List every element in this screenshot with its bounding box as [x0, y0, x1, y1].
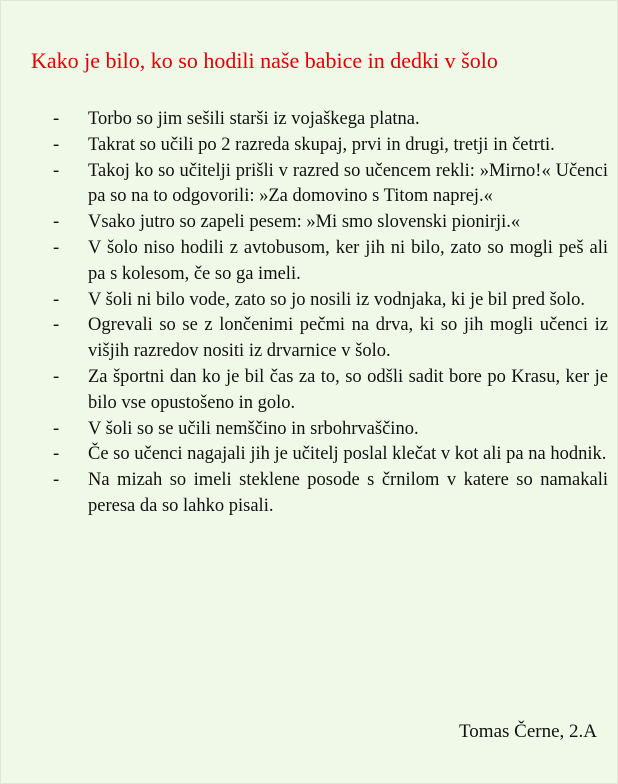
list-item-text: V šolo niso hodili z avtobusom, ker jih ni bilo, zato so mogli peš ali pa s kolesom, če so ga imeli. — [88, 237, 608, 284]
bullet-dash: - — [53, 237, 60, 258]
list-item — [1, 365, 608, 417]
bullet-dash: - — [53, 418, 60, 439]
list-item-text: Takrat so učili po 2 razreda skupaj, prvi in drugi, tretji in četrti. — [88, 134, 555, 155]
bullet-dash: - — [53, 470, 60, 491]
author-signature: Tomas Černe, 2.A — [459, 721, 597, 742]
list-item-text: Torbo so jim sešili starši iz vojaškega platna. — [88, 109, 420, 129]
list-item-text: Ogrevali so se z lončenimi pečmi na drva, ki so jih mogli učenci iz višjih razredov nositi iz drvarnice v šolo. — [88, 315, 608, 362]
bullet-dash: - — [53, 444, 60, 465]
bullet-dash: - — [53, 315, 60, 336]
bullet-dash: - — [53, 160, 60, 181]
bullet-list — [1, 107, 618, 520]
list-item-text: Na mizah so imeli steklene posode s črnilom v katere so namakali peresa da so lahko pisali. — [88, 470, 608, 516]
list-item-text: Takoj ko so učitelji prišli v razred so učencem rekli: »Mirno!« Učenci pa so na to odgovorili: »Za domovino s Titom naprej.« — [88, 160, 608, 207]
list-item — [1, 313, 608, 365]
bullet-dash: - — [53, 366, 60, 387]
document-title: Kako je bilo, ko so hodili naše babice in dedki v šolo — [31, 48, 498, 73]
list-item — [1, 159, 608, 211]
bullet-dash: - — [53, 134, 60, 155]
list-item — [1, 417, 608, 443]
list-item-text: Za športni dan ko je bil čas za to, so odšli sadit bore po Krasu, ker je bilo vse opustošeno in golo. — [88, 366, 608, 413]
list-item — [1, 442, 608, 468]
list-item-text: Če so učenci nagajali jih je učitelj poslal klečat v kot ali pa na hodnik. — [88, 444, 607, 465]
list-item — [1, 288, 608, 314]
bullet-dash: - — [53, 212, 60, 233]
list-item — [1, 107, 608, 133]
list-item-text: V šoli so se učili nemščino in srbohrvaščino. — [88, 418, 419, 439]
bullet-dash: - — [53, 289, 60, 310]
list-item — [1, 133, 608, 159]
list-item-text: Vsako jutro so zapeli pesem: »Mi smo slovenski pionirji.« — [88, 212, 521, 233]
bullet-dash: - — [53, 109, 60, 129]
list-item — [1, 236, 608, 288]
list-item-text: V šoli ni bilo vode, zato so jo nosili iz vodnjaka, ki je bil pred šolo. — [88, 289, 586, 310]
list-item — [1, 468, 608, 520]
list-item — [1, 210, 608, 236]
